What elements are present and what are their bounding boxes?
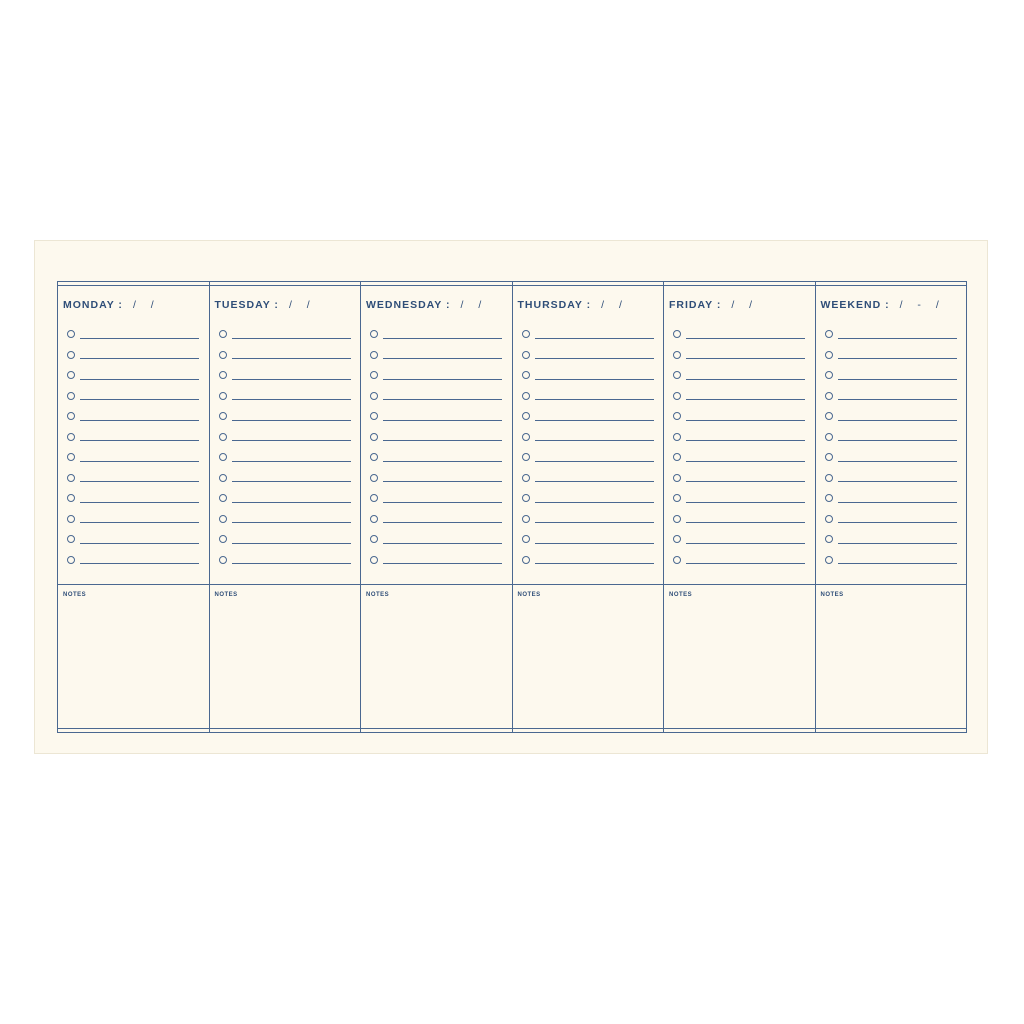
task-line[interactable]: [535, 358, 654, 359]
task-row: [673, 488, 805, 509]
task-line[interactable]: [686, 461, 805, 462]
circle-checkbox-icon[interactable]: [219, 494, 227, 502]
task-line[interactable]: [838, 358, 957, 359]
task-list: [67, 324, 199, 570]
task-line[interactable]: [535, 522, 654, 523]
task-line[interactable]: [232, 379, 351, 380]
task-row: [67, 550, 199, 571]
task-row: [219, 386, 351, 407]
task-line[interactable]: [838, 522, 957, 523]
notes-label: NOTES: [214, 592, 238, 598]
task-line[interactable]: [232, 563, 351, 564]
circle-checkbox-icon[interactable]: [370, 474, 378, 482]
task-row: [825, 427, 957, 448]
task-line[interactable]: [686, 502, 805, 503]
task-row: [370, 447, 502, 468]
date-field[interactable]: / /: [132, 299, 160, 311]
circle-checkbox-icon[interactable]: [370, 556, 378, 564]
task-line[interactable]: [686, 358, 805, 359]
task-row: [825, 406, 957, 427]
task-line[interactable]: [686, 399, 805, 400]
task-row: [219, 468, 351, 489]
task-line[interactable]: [838, 461, 957, 462]
task-line[interactable]: [838, 563, 957, 564]
circle-checkbox-icon[interactable]: [67, 474, 75, 482]
task-line[interactable]: [686, 440, 805, 441]
task-line[interactable]: [535, 338, 654, 339]
circle-checkbox-icon[interactable]: [67, 330, 75, 338]
task-line[interactable]: [80, 481, 199, 482]
task-row: [522, 509, 654, 530]
task-line[interactable]: [232, 481, 351, 482]
circle-checkbox-icon[interactable]: [370, 330, 378, 338]
task-row: [370, 468, 502, 489]
task-line[interactable]: [80, 338, 199, 339]
circle-checkbox-icon[interactable]: [370, 392, 378, 400]
task-row: [673, 550, 805, 571]
task-row: [67, 324, 199, 345]
task-row: [825, 529, 957, 550]
task-row: [219, 529, 351, 550]
task-line[interactable]: [80, 522, 199, 523]
task-line[interactable]: [383, 358, 502, 359]
task-row: [673, 468, 805, 489]
task-line[interactable]: [383, 481, 502, 482]
task-row: [370, 324, 502, 345]
task-line[interactable]: [838, 338, 957, 339]
task-row: [67, 345, 199, 366]
task-row: [370, 509, 502, 530]
circle-checkbox-icon[interactable]: [522, 535, 530, 543]
circle-checkbox-icon[interactable]: [673, 474, 681, 482]
circle-checkbox-icon[interactable]: [673, 371, 681, 379]
task-row: [219, 427, 351, 448]
task-row: [825, 345, 957, 366]
task-line[interactable]: [232, 522, 351, 523]
task-line[interactable]: [838, 440, 957, 441]
task-row: [219, 488, 351, 509]
notes-divider: [513, 584, 665, 585]
circle-checkbox-icon[interactable]: [825, 433, 833, 441]
circle-checkbox-icon[interactable]: [825, 515, 833, 523]
task-line[interactable]: [383, 440, 502, 441]
task-row: [370, 365, 502, 386]
task-line[interactable]: [383, 502, 502, 503]
task-row: [67, 427, 199, 448]
day-column: [816, 282, 967, 732]
task-line[interactable]: [686, 481, 805, 482]
task-line[interactable]: [232, 420, 351, 421]
circle-checkbox-icon[interactable]: [67, 535, 75, 543]
task-line[interactable]: [80, 399, 199, 400]
circle-checkbox-icon[interactable]: [522, 515, 530, 523]
task-line[interactable]: [232, 358, 351, 359]
task-row: [825, 386, 957, 407]
task-row: [673, 406, 805, 427]
task-row: [219, 509, 351, 530]
day-header: [366, 299, 487, 311]
task-row: [673, 427, 805, 448]
planner-frame: [57, 281, 967, 733]
day-column: [210, 282, 362, 732]
circle-checkbox-icon[interactable]: [219, 515, 227, 523]
circle-checkbox-icon[interactable]: [673, 494, 681, 502]
task-row: [67, 488, 199, 509]
day-header: [518, 299, 628, 311]
task-line[interactable]: [838, 481, 957, 482]
task-row: [219, 550, 351, 571]
circle-checkbox-icon[interactable]: [825, 494, 833, 502]
task-row: [522, 324, 654, 345]
circle-checkbox-icon[interactable]: [219, 330, 227, 338]
day-column: [513, 282, 665, 732]
circle-checkbox-icon[interactable]: [219, 371, 227, 379]
task-line[interactable]: [383, 522, 502, 523]
date-field[interactable]: / /: [288, 299, 316, 311]
day-column: [664, 282, 816, 732]
circle-checkbox-icon[interactable]: [825, 412, 833, 420]
notes-label: NOTES: [366, 592, 390, 598]
day-header: [215, 299, 316, 311]
task-row: [370, 386, 502, 407]
task-line[interactable]: [686, 522, 805, 523]
task-row: [67, 386, 199, 407]
notes-divider: [58, 584, 210, 585]
task-row: [673, 345, 805, 366]
circle-checkbox-icon[interactable]: [67, 556, 75, 564]
circle-checkbox-icon[interactable]: [673, 556, 681, 564]
task-row: [825, 324, 957, 345]
circle-checkbox-icon[interactable]: [522, 494, 530, 502]
task-line[interactable]: [686, 543, 805, 544]
circle-checkbox-icon[interactable]: [825, 474, 833, 482]
circle-checkbox-icon[interactable]: [370, 433, 378, 441]
task-row: [522, 365, 654, 386]
circle-checkbox-icon[interactable]: [673, 351, 681, 359]
task-line[interactable]: [232, 502, 351, 503]
task-list: [522, 324, 654, 570]
task-row: [673, 324, 805, 345]
circle-checkbox-icon[interactable]: [825, 371, 833, 379]
task-line[interactable]: [383, 399, 502, 400]
task-row: [673, 447, 805, 468]
notes-divider: [664, 584, 816, 585]
circle-checkbox-icon[interactable]: [522, 371, 530, 379]
task-line[interactable]: [383, 338, 502, 339]
task-line[interactable]: [838, 543, 957, 544]
task-line[interactable]: [383, 543, 502, 544]
circle-checkbox-icon[interactable]: [219, 351, 227, 359]
task-line[interactable]: [383, 461, 502, 462]
task-row: [370, 427, 502, 448]
day-label: THURSDAY :: [517, 299, 592, 311]
circle-checkbox-icon[interactable]: [67, 412, 75, 420]
task-row: [825, 447, 957, 468]
circle-checkbox-icon[interactable]: [522, 412, 530, 420]
task-line[interactable]: [80, 440, 199, 441]
task-line[interactable]: [686, 563, 805, 564]
circle-checkbox-icon[interactable]: [219, 392, 227, 400]
task-line[interactable]: [80, 379, 199, 380]
task-line[interactable]: [535, 481, 654, 482]
task-line[interactable]: [232, 461, 351, 462]
task-row: [219, 324, 351, 345]
circle-checkbox-icon[interactable]: [219, 556, 227, 564]
circle-checkbox-icon[interactable]: [825, 330, 833, 338]
task-row: [67, 529, 199, 550]
task-row: [219, 447, 351, 468]
circle-checkbox-icon[interactable]: [522, 474, 530, 482]
circle-checkbox-icon[interactable]: [825, 535, 833, 543]
task-row: [522, 406, 654, 427]
task-line[interactable]: [535, 399, 654, 400]
circle-checkbox-icon[interactable]: [67, 515, 75, 523]
task-line[interactable]: [383, 420, 502, 421]
task-line[interactable]: [80, 420, 199, 421]
date-field[interactable]: / /: [731, 299, 759, 311]
task-row: [219, 365, 351, 386]
task-line[interactable]: [686, 379, 805, 380]
task-row: [522, 427, 654, 448]
circle-checkbox-icon[interactable]: [673, 515, 681, 523]
notes-divider: [816, 584, 967, 585]
planner-sheet: [34, 240, 988, 754]
task-row: [522, 345, 654, 366]
notes-label: NOTES: [669, 592, 693, 598]
circle-checkbox-icon[interactable]: [673, 433, 681, 441]
task-line[interactable]: [838, 420, 957, 421]
task-line[interactable]: [838, 502, 957, 503]
circle-checkbox-icon[interactable]: [370, 412, 378, 420]
notes-label: NOTES: [517, 592, 541, 598]
circle-checkbox-icon[interactable]: [825, 556, 833, 564]
task-line[interactable]: [838, 399, 957, 400]
task-row: [370, 345, 502, 366]
task-list: [219, 324, 351, 570]
circle-checkbox-icon[interactable]: [522, 330, 530, 338]
task-list: [825, 324, 957, 570]
task-line[interactable]: [80, 461, 199, 462]
circle-checkbox-icon[interactable]: [370, 535, 378, 543]
notes-label: NOTES: [63, 592, 87, 598]
task-row: [67, 365, 199, 386]
task-line[interactable]: [232, 440, 351, 441]
task-line[interactable]: [80, 543, 199, 544]
circle-checkbox-icon[interactable]: [522, 392, 530, 400]
circle-checkbox-icon[interactable]: [370, 515, 378, 523]
task-list: [673, 324, 805, 570]
task-line[interactable]: [535, 461, 654, 462]
task-line[interactable]: [686, 338, 805, 339]
circle-checkbox-icon[interactable]: [825, 351, 833, 359]
circle-checkbox-icon[interactable]: [370, 371, 378, 379]
day-header: [669, 299, 758, 311]
circle-checkbox-icon[interactable]: [522, 453, 530, 461]
task-line[interactable]: [535, 543, 654, 544]
circle-checkbox-icon[interactable]: [370, 351, 378, 359]
task-line[interactable]: [232, 399, 351, 400]
notes-divider: [210, 584, 362, 585]
circle-checkbox-icon[interactable]: [522, 433, 530, 441]
circle-checkbox-icon[interactable]: [67, 371, 75, 379]
day-label: FRIDAY :: [669, 299, 722, 311]
day-label: WEEKEND :: [820, 299, 890, 311]
task-row: [673, 386, 805, 407]
circle-checkbox-icon[interactable]: [673, 330, 681, 338]
circle-checkbox-icon[interactable]: [522, 556, 530, 564]
task-line[interactable]: [535, 502, 654, 503]
notes-divider: [361, 584, 513, 585]
circle-checkbox-icon[interactable]: [67, 494, 75, 502]
task-line[interactable]: [838, 379, 957, 380]
task-line[interactable]: [383, 563, 502, 564]
circle-checkbox-icon[interactable]: [219, 412, 227, 420]
day-column: [361, 282, 513, 732]
day-header: [63, 299, 160, 311]
circle-checkbox-icon[interactable]: [370, 494, 378, 502]
task-row: [522, 468, 654, 489]
circle-checkbox-icon[interactable]: [67, 392, 75, 400]
task-row: [673, 529, 805, 550]
task-row: [673, 365, 805, 386]
day-columns: [58, 282, 966, 732]
task-line[interactable]: [383, 379, 502, 380]
task-row: [825, 509, 957, 530]
notes-label: NOTES: [820, 592, 844, 598]
day-label: TUESDAY :: [214, 299, 279, 311]
day-label: MONDAY :: [63, 299, 123, 311]
task-line[interactable]: [535, 379, 654, 380]
task-row: [67, 447, 199, 468]
task-line[interactable]: [80, 358, 199, 359]
circle-checkbox-icon[interactable]: [673, 412, 681, 420]
task-row: [522, 447, 654, 468]
circle-checkbox-icon[interactable]: [219, 535, 227, 543]
task-line[interactable]: [535, 563, 654, 564]
date-field[interactable]: / /: [601, 299, 628, 311]
circle-checkbox-icon[interactable]: [219, 474, 227, 482]
task-line[interactable]: [535, 420, 654, 421]
task-row: [67, 509, 199, 530]
date-field[interactable]: / - /: [899, 299, 945, 311]
circle-checkbox-icon[interactable]: [825, 453, 833, 461]
task-row: [67, 468, 199, 489]
task-line[interactable]: [535, 440, 654, 441]
task-row: [370, 529, 502, 550]
task-row: [370, 488, 502, 509]
task-row: [522, 550, 654, 571]
task-row: [67, 406, 199, 427]
circle-checkbox-icon[interactable]: [219, 433, 227, 441]
task-line[interactable]: [232, 338, 351, 339]
task-row: [219, 345, 351, 366]
circle-checkbox-icon[interactable]: [67, 351, 75, 359]
task-row: [825, 488, 957, 509]
task-line[interactable]: [232, 543, 351, 544]
task-row: [825, 468, 957, 489]
task-list: [370, 324, 502, 570]
task-row: [370, 550, 502, 571]
task-row: [522, 386, 654, 407]
day-column: [58, 282, 210, 732]
task-row: [219, 406, 351, 427]
task-line[interactable]: [80, 502, 199, 503]
circle-checkbox-icon[interactable]: [673, 535, 681, 543]
circle-checkbox-icon[interactable]: [673, 453, 681, 461]
circle-checkbox-icon[interactable]: [522, 351, 530, 359]
day-header: [821, 299, 945, 311]
task-line[interactable]: [686, 420, 805, 421]
task-line[interactable]: [80, 563, 199, 564]
circle-checkbox-icon[interactable]: [370, 453, 378, 461]
circle-checkbox-icon[interactable]: [673, 392, 681, 400]
task-row: [522, 488, 654, 509]
day-label: WEDNESDAY :: [366, 299, 451, 311]
date-field[interactable]: / /: [460, 299, 488, 311]
task-row: [825, 550, 957, 571]
circle-checkbox-icon[interactable]: [219, 453, 227, 461]
task-row: [370, 406, 502, 427]
task-row: [522, 529, 654, 550]
circle-checkbox-icon[interactable]: [67, 453, 75, 461]
circle-checkbox-icon[interactable]: [67, 433, 75, 441]
task-row: [673, 509, 805, 530]
circle-checkbox-icon[interactable]: [825, 392, 833, 400]
task-row: [825, 365, 957, 386]
